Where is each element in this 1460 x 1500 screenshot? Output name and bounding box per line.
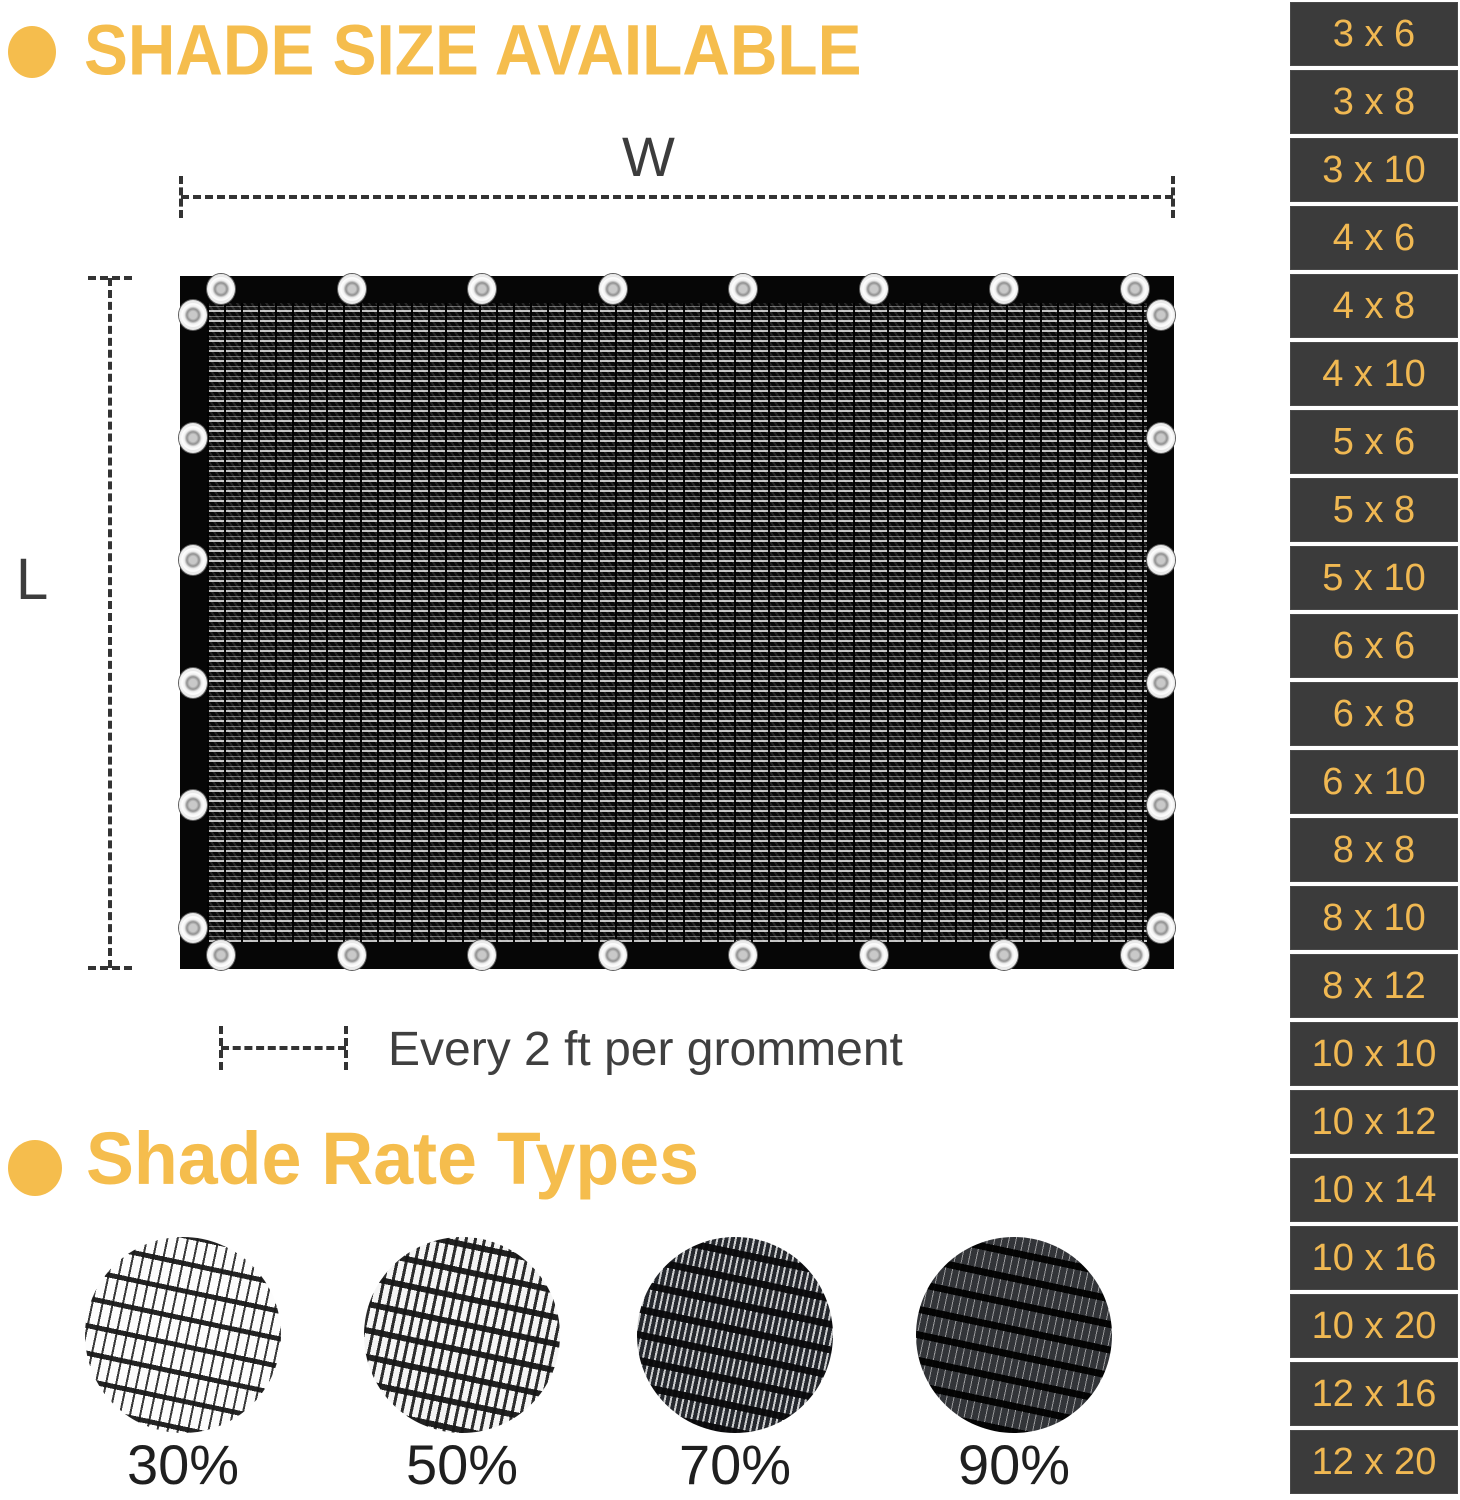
shade-sample-50-image <box>364 1237 560 1433</box>
grommet-icon <box>179 790 207 820</box>
grommet-icon <box>179 423 207 453</box>
grommet-icon <box>207 940 235 970</box>
size-option: 8 x 12 <box>1290 954 1458 1018</box>
grommet-icon <box>1121 274 1149 304</box>
bullet-icon <box>8 1140 62 1196</box>
shade-size-section-title: SHADE SIZE AVAILABLE <box>84 10 862 90</box>
size-option: 10 x 16 <box>1290 1226 1458 1290</box>
size-option: 10 x 14 <box>1290 1158 1458 1222</box>
size-option: 8 x 10 <box>1290 886 1458 950</box>
size-option: 3 x 8 <box>1290 70 1458 134</box>
grommet-icon <box>468 940 496 970</box>
grommet-icon <box>338 274 366 304</box>
shade-sample-90-image <box>916 1237 1112 1433</box>
grommet-icon <box>1147 300 1175 330</box>
size-option: 12 x 16 <box>1290 1362 1458 1426</box>
size-option: 6 x 8 <box>1290 682 1458 746</box>
size-list <box>1290 2 1458 1498</box>
grommet-icon <box>990 940 1018 970</box>
length-dimension-tick-top <box>88 276 132 280</box>
grommet-icon <box>1147 423 1175 453</box>
shade-rate-value: 30% <box>126 1433 240 1496</box>
grommet-icon <box>729 274 757 304</box>
grommet-icon <box>179 668 207 698</box>
width-dimension-tick-left <box>179 176 183 218</box>
length-label: L <box>16 547 49 612</box>
shade-sample-30-image <box>85 1237 281 1433</box>
grommet-icon <box>207 274 235 304</box>
size-option: 5 x 6 <box>1290 410 1458 474</box>
shade-rate-value: 90% <box>957 1433 1071 1496</box>
grommet-icon <box>729 940 757 970</box>
shade-rate-value: 50% <box>405 1433 519 1496</box>
grommet-icon <box>179 913 207 943</box>
grommet-icon <box>1147 668 1175 698</box>
grommet-icon <box>1147 790 1175 820</box>
size-option: 5 x 8 <box>1290 478 1458 542</box>
size-option: 3 x 6 <box>1290 2 1458 66</box>
size-option: 5 x 10 <box>1290 546 1458 610</box>
size-option: 8 x 8 <box>1290 818 1458 882</box>
grommet-icon <box>468 274 496 304</box>
size-option: 6 x 6 <box>1290 614 1458 678</box>
grommet-icon <box>1121 940 1149 970</box>
size-option: 10 x 20 <box>1290 1294 1458 1358</box>
size-option: 3 x 10 <box>1290 138 1458 202</box>
size-option: 4 x 8 <box>1290 274 1458 338</box>
width-dimension-tick-right <box>1171 176 1175 218</box>
grommet-icon <box>1147 913 1175 943</box>
size-option: 4 x 10 <box>1290 342 1458 406</box>
grommet-icon <box>1147 545 1175 575</box>
size-option: 4 x 6 <box>1290 206 1458 270</box>
grommet-icon <box>179 300 207 330</box>
shade-rate-value: 70% <box>678 1433 792 1496</box>
grommet-icon <box>860 940 888 970</box>
size-option: 6 x 10 <box>1290 750 1458 814</box>
grommet-icon <box>599 940 627 970</box>
bullet-icon <box>8 26 56 78</box>
width-label: W <box>622 125 675 188</box>
size-option: 10 x 12 <box>1290 1090 1458 1154</box>
grommet-icon <box>599 274 627 304</box>
width-dimension-line <box>181 195 1173 199</box>
grommet-icon <box>860 274 888 304</box>
shade-net-illustration <box>180 276 1174 969</box>
grommet-icon <box>990 274 1018 304</box>
shade-sample-70-image <box>637 1237 833 1433</box>
grommet-spacing-note: Every 2 ft per gromment <box>388 1023 903 1076</box>
grommet-spacing-line <box>221 1046 346 1050</box>
length-dimension-line <box>108 278 112 968</box>
size-option: 12 x 20 <box>1290 1430 1458 1494</box>
grommet-icon <box>179 545 207 575</box>
shade-rate-section-title: Shade Rate Types <box>86 1117 700 1200</box>
shade-mesh-texture <box>207 303 1147 942</box>
length-dimension-tick-bottom <box>88 966 132 970</box>
grommet-icon <box>338 940 366 970</box>
size-option: 10 x 10 <box>1290 1022 1458 1086</box>
